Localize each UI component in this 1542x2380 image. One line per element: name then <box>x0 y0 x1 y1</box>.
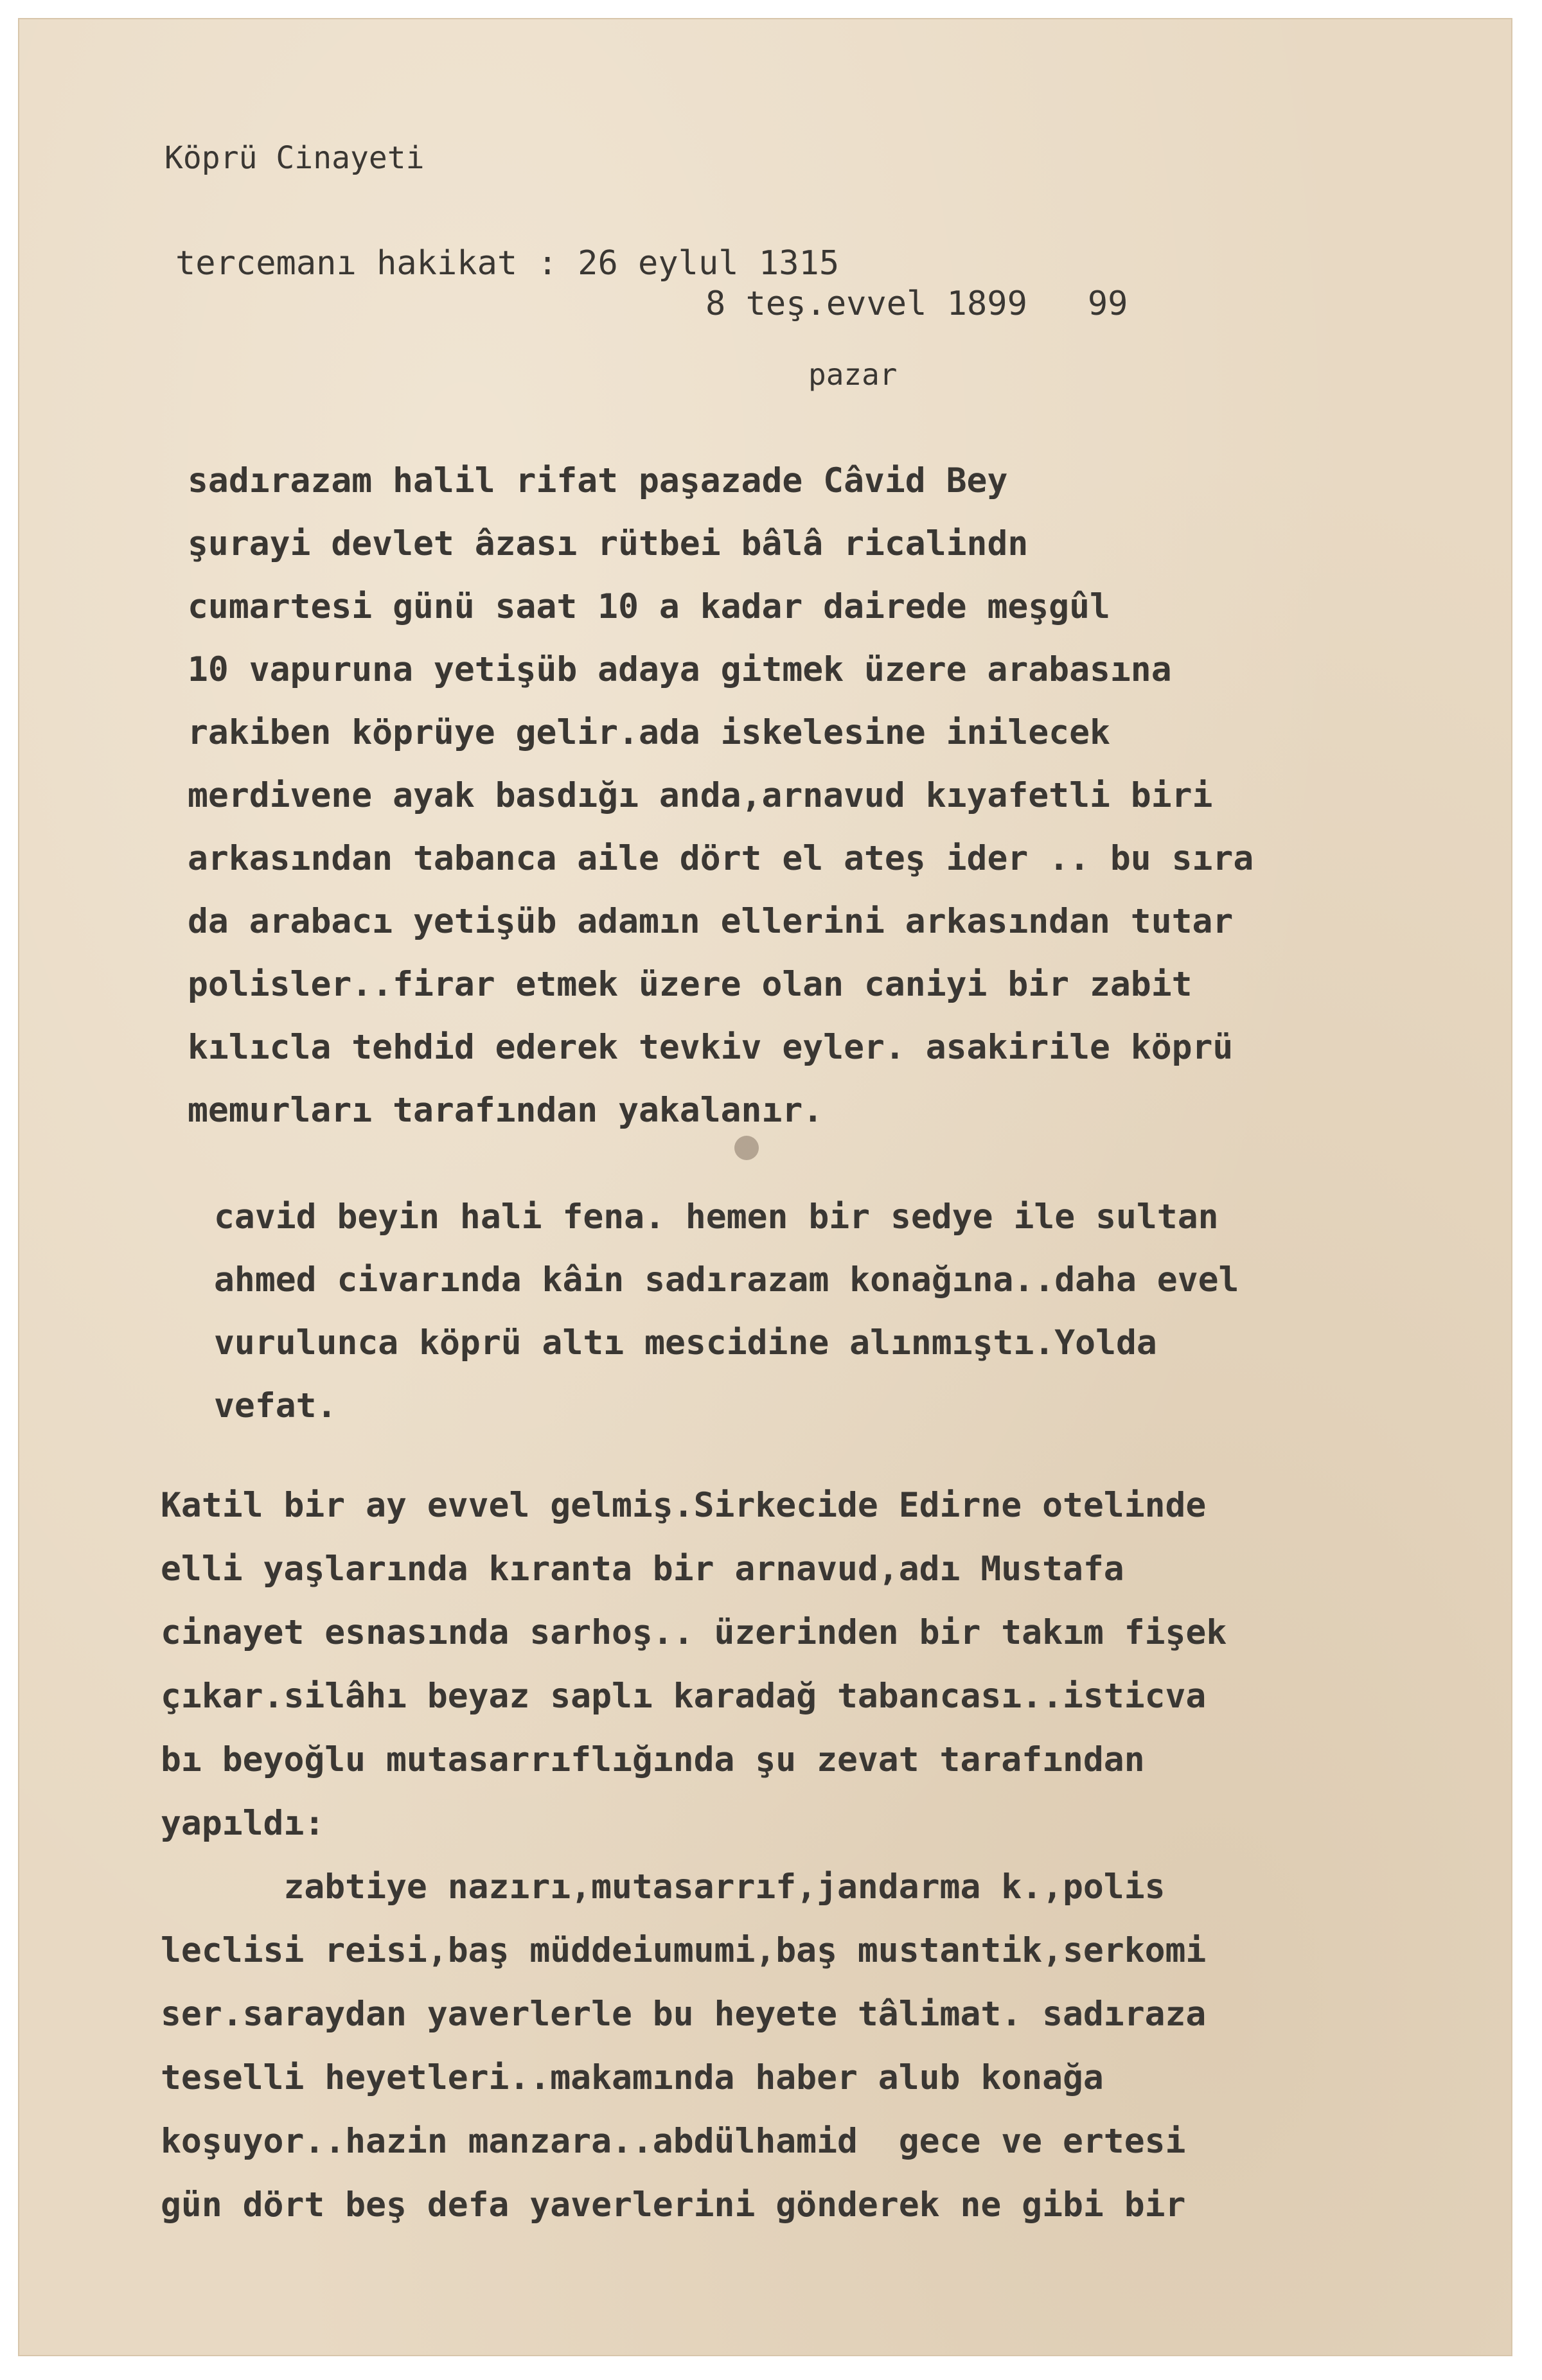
text-line: 10 vapuruna yetişüb adaya gitmek üzere arabasına <box>188 650 1172 689</box>
paragraph-assassination <box>188 450 1254 1142</box>
text-line: merdivene ayak basdığı anda,arnavud kıyafetli biri <box>188 776 1213 815</box>
text-line: vurulunca köprü altı mescidine alınmıştı.Yolda <box>214 1323 1157 1362</box>
text-line: memurları tarafından yakalanır. <box>188 1091 824 1130</box>
text-line: sadırazam halil rifat paşazade Câvid Bey <box>188 461 1008 500</box>
text-line: koşuyor..hazin manzara..abdülhamid gece ve ertesi <box>161 2122 1186 2161</box>
text-line: cavid beyin hali fena. hemen bir sedye ile sultan <box>214 1197 1219 1237</box>
text-line: Katil bir ay evvel gelmiş.Sirkecide Edirne otelinde <box>161 1486 1207 1525</box>
typewritten-page <box>18 18 1512 2356</box>
text-line: arkasından tabanca aile dört el ateş ider .. bu sıra <box>188 839 1254 878</box>
text-line: gün dört beş defa yaverlerini gönderek ne gibi bir <box>161 2185 1186 2225</box>
text-line: vefat. <box>214 1386 337 1425</box>
paragraph-murderer <box>161 1474 1227 2237</box>
text-line: zabtiye nazırı,mutasarrıf,jandarma k.,polis <box>161 1867 1165 1907</box>
text-line: ser.saraydan yaverlerle bu heyete tâlimat. sadıraza <box>161 1995 1207 2034</box>
text-line: cinayet esnasında sarhoş.. üzerinden bir takım fişek <box>161 1613 1227 1652</box>
text-line: rakiben köprüye gelir.ada iskelesine inilecek <box>188 713 1110 752</box>
text-line: kılıcla tehdid ederek tevkiv eyler. asakirile köprü <box>188 1028 1234 1067</box>
ink-smudge <box>734 1136 759 1160</box>
text-line: leclisi reisi,baş müddeiumumi,baş mustantik,serkomi <box>161 1931 1207 1970</box>
text-line: yapıldı: <box>161 1804 325 1843</box>
paragraph-death <box>214 1186 1239 1438</box>
text-line: teselli heyetleri..makamında haber alub konağa <box>161 2058 1104 2097</box>
text-line: polisler..firar etmek üzere olan caniyi bir zabit <box>188 965 1192 1004</box>
text-line: da arabacı yetişüb adamın ellerini arkasından tutar <box>188 902 1234 941</box>
text-line: cumartesi günü saat 10 a kadar dairede meşgûl <box>188 587 1110 626</box>
text-line: bı beyoğlu mutasarrıflığında şu zevat tarafından <box>161 1740 1145 1779</box>
weekday-line: pazar <box>808 357 898 392</box>
newspaper-date-line: tercemanı hakikat : 26 eylul 1315 <box>175 244 840 283</box>
text-line: ahmed civarında kâin sadırazam konağına..daha evel <box>214 1260 1239 1300</box>
document-title: Köprü Cinayeti <box>164 140 425 176</box>
text-line: elli yaşlarında kıranta bir arnavud,adı Mustafa <box>161 1549 1124 1589</box>
text-line: şurayi devlet âzası rütbei bâlâ ricalindn <box>188 524 1029 563</box>
gregorian-date-line: 8 teş.evvel 1899 99 <box>705 285 1128 323</box>
text-line: çıkar.silâhı beyaz saplı karadağ tabancası..isticva <box>161 1677 1207 1716</box>
